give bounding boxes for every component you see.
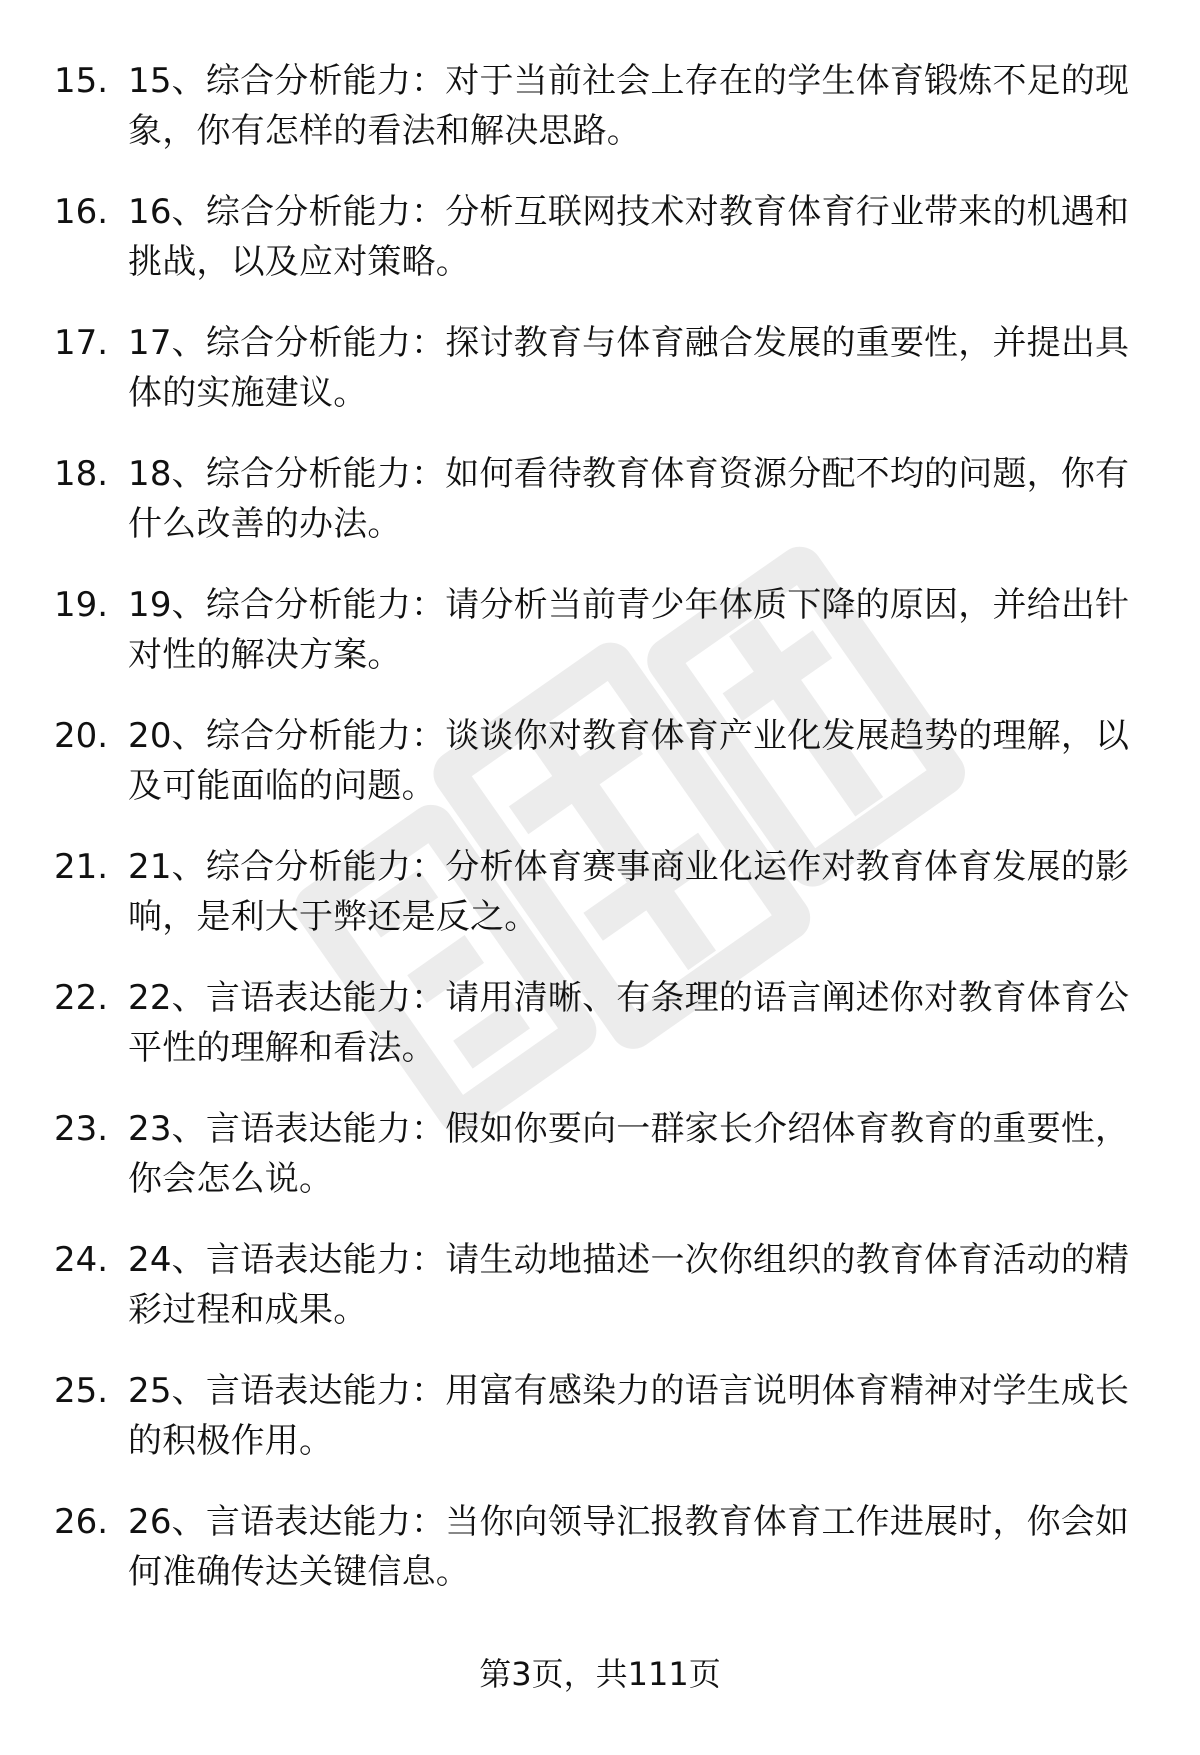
list-item-text: 21、综合分析能力：分析体育赛事商业化运作对教育体育发展的影响，是利大于弊还是反之。 <box>128 847 1130 937</box>
list-item-number: 16. <box>54 192 109 232</box>
list-item-number: 18. <box>54 454 109 494</box>
page-footer: 第3页，共111页 <box>479 1655 721 1693</box>
list-item-number: 19. <box>54 585 109 625</box>
list-item-text: 26、言语表达能力：当你向领导汇报教育体育工作进展时，你会如何准确传达关键信息。 <box>128 1502 1130 1592</box>
list-item-number: 15. <box>54 61 109 101</box>
list-item <box>0 973 1200 1104</box>
list-item-text: 18、综合分析能力：如何看待教育体育资源分配不均的问题，你有什么改善的办法。 <box>128 454 1130 544</box>
list-item-number: 24. <box>54 1240 109 1280</box>
list-item <box>0 711 1200 842</box>
list-item-number: 23. <box>54 1109 109 1149</box>
list-item <box>0 842 1200 973</box>
list-item <box>0 449 1200 580</box>
list-item <box>0 318 1200 449</box>
list-item-text: 20、综合分析能力：谈谈你对教育体育产业化发展趋势的理解，以及可能面临的问题。 <box>128 716 1130 806</box>
list-item-number: 20. <box>54 716 109 756</box>
list-item <box>0 1497 1200 1628</box>
list-item-text: 22、言语表达能力：请用清晰、有条理的语言阐述你对教育体育公平性的理解和看法。 <box>128 978 1130 1068</box>
list-item <box>0 1104 1200 1235</box>
list-item-text: 25、言语表达能力：用富有感染力的语言说明体育精神对学生成长的积极作用。 <box>128 1371 1130 1461</box>
list-item-number: 25. <box>54 1371 109 1411</box>
list-item-text: 16、综合分析能力：分析互联网技术对教育体育行业带来的机遇和挑战，以及应对策略。 <box>128 192 1130 282</box>
list-item-text: 23、言语表达能力：假如你要向一群家长介绍体育教育的重要性，你会怎么说。 <box>128 1109 1130 1199</box>
list-item-text: 24、言语表达能力：请生动地描述一次你组织的教育体育活动的精彩过程和成果。 <box>128 1240 1130 1330</box>
list-item <box>0 187 1200 318</box>
list-item <box>0 580 1200 711</box>
list-item-number: 22. <box>54 978 109 1018</box>
list-item-text: 17、综合分析能力：探讨教育与体育融合发展的重要性，并提出具体的实施建议。 <box>128 323 1130 413</box>
list-item-number: 26. <box>54 1502 109 1542</box>
list-item <box>0 1235 1200 1366</box>
list-item-text: 19、综合分析能力：请分析当前青少年体质下降的原因，并给出针对性的解决方案。 <box>128 585 1130 675</box>
list-item-text: 15、综合分析能力：对于当前社会上存在的学生体育锻炼不足的现象，你有怎样的看法和解决思路。 <box>128 61 1130 151</box>
list-item-number: 17. <box>54 323 109 363</box>
list-item <box>0 1366 1200 1497</box>
list-item-number: 21. <box>54 847 109 887</box>
question-list <box>0 56 1200 1628</box>
list-item <box>0 56 1200 187</box>
